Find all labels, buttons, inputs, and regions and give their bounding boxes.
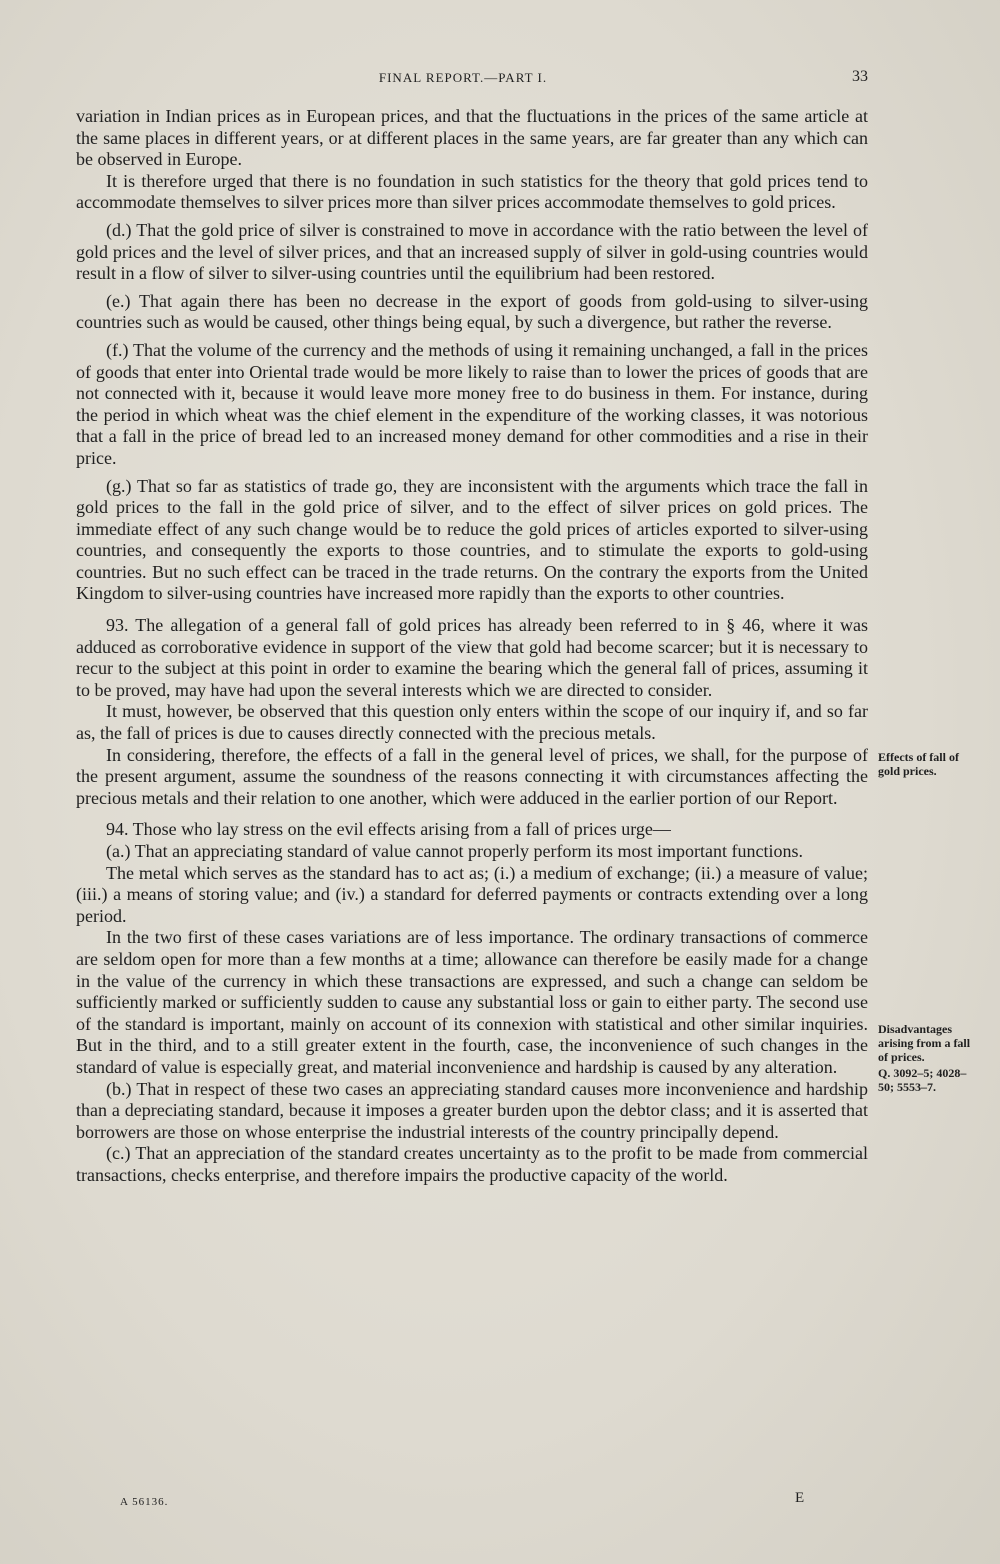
body-text (76, 106, 868, 1187)
margin-note-disadvantages-text: Disadvantages arising from a fall of prices. (878, 1022, 971, 1064)
paragraph-c: (c.) That an appreciation of the standard creates uncertainty as to the profit to be made from commercial transactions, checks enterprise, and therefore impairs the productive capacity of the world. (76, 1143, 868, 1185)
margin-note-refs: Q. 3092–5; 4028–50; 5553–7. (878, 1066, 967, 1094)
margin-note-effects: Effects of fall of gold prices. (878, 750, 959, 778)
paragraph-b: (b.) That in respect of these two cases an appreciating standard causes more inconvenience and hardship than a depreciating standard, because it imposes a greater burden upon the debtor class; and it is asserted that borrowers are those on whose enterprise the industrial interests of the country principally depend. (76, 1078, 868, 1142)
page-number: 33 (852, 68, 868, 85)
paragraph-d: (d.) That the gold price of silver is constrained to move in accordance with the ratio between the level of gold prices and the level of silver prices, and that an increased supply of silver in gold-using countries would result in a flow of silver to silver-using countries until the equilibrium had been restored. (76, 219, 868, 284)
printer-signature: A 56136. (120, 1496, 169, 1508)
page-header (76, 66, 868, 90)
paragraph-continuation: variation in Indian prices as in European prices, and that the fluctuations in the prices of the same article at the same places in different years, or at different places in the same years, are far greater than any which can be observed in Europe. (76, 106, 868, 170)
paragraph-a: (a.) That an appreciating standard of value cannot properly perform its most important functions. (106, 841, 803, 861)
paragraph-e: (e.) That again there has been no decrease in the export of goods from gold-using to silver-using countries such as would be caused, other things being equal, by such a divergence, but rather the reverse. (76, 290, 868, 333)
paragraph-f: (f.) That the volume of the currency and the methods of using it remaining unchanged, a fall in the prices of goods that enter into Oriental trade would be more likely to raise than to lower the prices of goods that are not connected with it, because it would leave more money free to do business in them. For instance, during the period in which wheat was the chief element in the expenditure of the working classes, it was notorious that a fall in the price of bread led to an increased money demand for other commodities and a rise in their price. (76, 339, 868, 468)
section-94: 94. Those who lay stress on the evil effects arising from a fall of prices urge— (106, 819, 671, 840)
paragraph: In considering, therefore, the effects of a fall in the general level of prices, we shall, for the purpose of the present argument, assume the soundness of the reasons connecting it with circumstances affecting the precious metals and their relation to one another, which were adduced in the earlier portion of our Report. (76, 744, 868, 808)
signature-letter: E (795, 1490, 805, 1506)
paragraph: The metal which serves as the standard has to act as; (i.) a medium of exchange; (ii.) a measure of value; (iii.) a means of storing value; and (iv.) a standard for deferred payments or contracts extending over a long period. (76, 862, 868, 926)
running-title: FINAL REPORT.—PART I. (378, 70, 548, 85)
paragraph-g: (g.) That so far as statistics of trade go, they are inconsistent with the arguments which trace the fall in gold prices to the fall in the gold price of silver, and to the effect of silver prices on gold prices. The immediate effect of any such change would be to reduce the gold prices of articles exported to silver-using countries, and consequently the exports to those countries, and to stimulate the exports to gold-using countries. But no such effect can be traced in the trade returns. On the contrary the exports from the United Kingdom to silver-using countries have increased more rapidly than the exports to other countries. (76, 475, 868, 604)
paragraph: In the two first of these cases variations are of less importance. The ordinary transactions of commerce are seldom open for more than a few months at a time; allowance can therefore be easily made for a change in the value of the currency in which these transactions are expressed, and such a change can seldom be sufficiently marked or sufficiently sudden to cause any substantial loss or gain to either party. The second use of the standard is important, mainly on account of its connexion with statistical and other similar inquiries. But in the third, and to a still greater extent in the fourth, case, the inconvenience of such changes in the standard of value is especially great, and material inconvenience and hardship is caused by any alteration. (76, 927, 868, 1077)
paragraph: It is therefore urged that there is no foundation in such statistics for the theory that gold prices tend to accommodate themselves to silver prices more than silver prices accommodate themselves to gold prices. (76, 170, 868, 213)
section-93: 93. The allegation of a general fall of gold prices has already been referred to in § 46, where it was adduced as corroborative evidence in support of the view that gold had become scarcer; but it is necessary to recur to the subject at this point in order to examine the bearing which the general fall of prices, assuming it to be proved, may have had upon the several interests which we are directed to consider. (76, 615, 868, 700)
paragraph: It must, however, be observed that this question only enters within the scope of our inquiry if, and so far as, the fall of prices is due to causes directly connected with the precious metals. (76, 701, 868, 744)
margin-note-disadvantages (878, 1022, 978, 1094)
